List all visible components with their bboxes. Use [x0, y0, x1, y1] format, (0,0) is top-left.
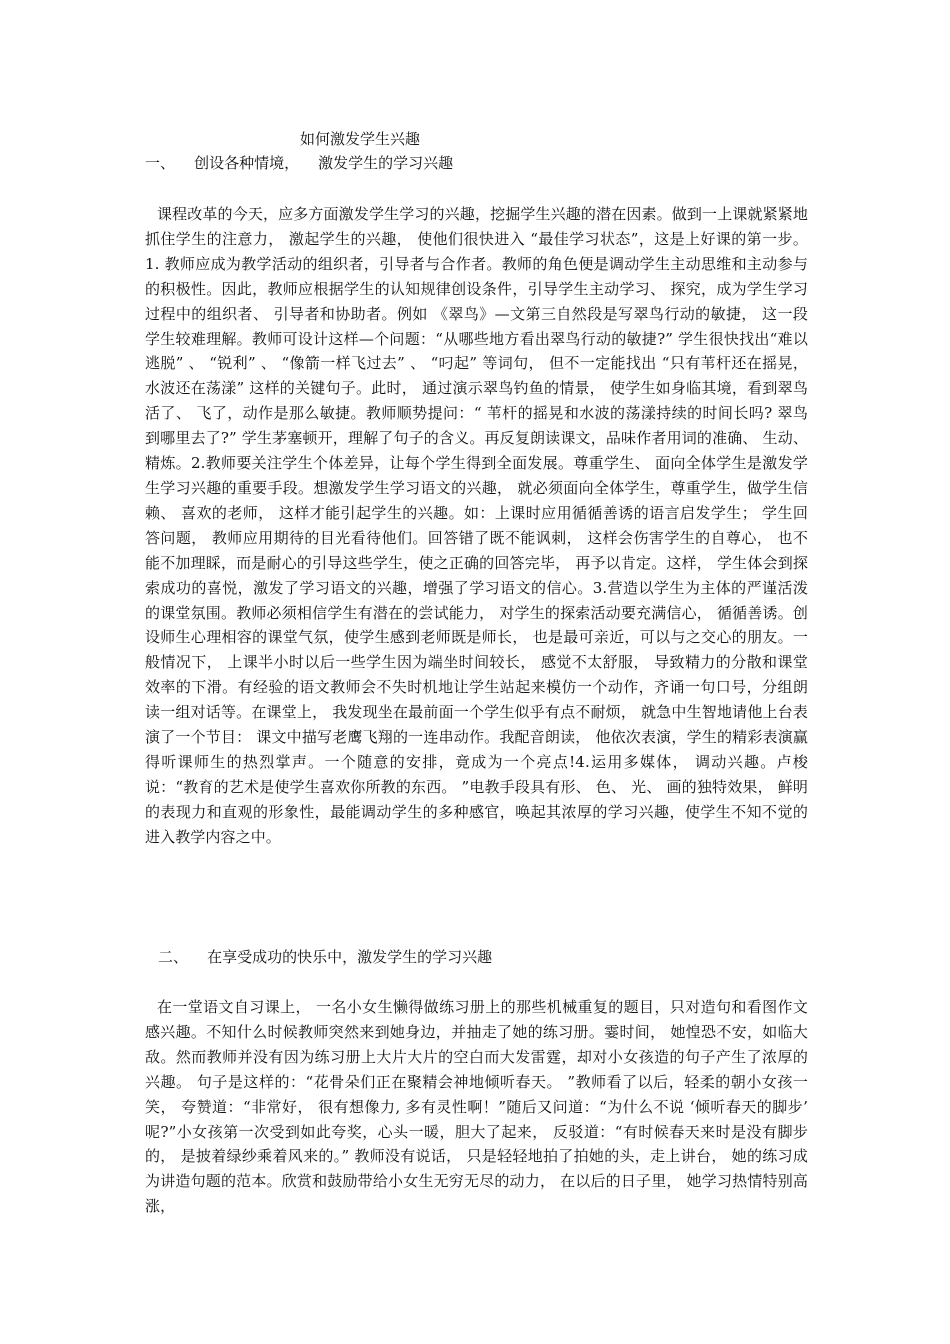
section-body-2: 在一堂语文自习课上， 一名小女生懒得做练习册上的那些机械重复的题目，只对造句和看图作文感兴趣。不知什么时候教师突然来到她身边，并抽走了她的练习册。霎时间， 她惶恐不安，如临大敌。然而教师并没有因为练习册上大片大片的空白而大发雷霆，却对小女孩造的句子产生了浓厚的兴趣。 句子是这样的：“花骨朵们正在聚精会神地倾听春天。 ”教师看了以后，轻柔的朝小女孩一笑， 夸赞道：“非常好， 很有想像力, 多有灵性啊！”随后又问道：“为什么不说 ‘倾听春天的脚步’ 呢?”小女孩第一次受到如此夸奖，心头一暖，胆大了起来， 反驳道：“有时候春天来时是没有脚步的， 是披着绿纱乘着风来的。” 教师没有说话， 只是轻轻地拍了拍她的头，走上讲台， 她的练习成为讲造句题的范本。欣赏和鼓励带给小女生无穷无尽的动力， 在以后的日子里， 她学习热情特别高涨，	[145, 998, 808, 1216]
document-title: 如何激发学生兴趣	[300, 130, 421, 148]
section-body-1: 课程改革的今天，应多方面激发学生学习的兴趣，挖掘学生兴趣的潜在因素。做到一上课就紧紧地抓住学生的注意力， 激起学生的兴趣， 使他们很快进入 “最佳学习状态”，这是上好课的第一步。1. 教师应成为教学活动的组织者，引导者与合作者。教师的角色便是调动学生主动思维和主动参与的积极性。因此，教师应根据学生的认知规律创设条件，引导学生主动学习、 探究，成为学生学习过程中的组织者、 引导者和协助者。例如 《翠鸟》—文第三自然段是写翠鸟行动的敏捷， 这一段学生较难理解。教师可设计这样—个问题：“从哪些地方看出翠鸟行动的敏捷?” 学生很快找出“难以逃脱” 、 “锐利” 、 “像箭一样飞过去” 、 “叼起” 等词句， 但不一定能找出 “只有苇杆还在摇晃，水波还在荡漾” 这样的关键句子。此时， 通过演示翠鸟钓鱼的情景， 使学生如身临其境，看到翠鸟活了、 飞了，动作是那么敏捷。教师顺势提问：“ 苇杆的摇晃和水波的荡漾持续的时间长吗? 翠鸟到哪里去了?” 学生茅塞顿开，理解了句子的含义。再反复朗读课文，品味作者用词的准确、 生动、 精炼。2.教师要关注学生个体差异，让每个学生得到全面发展。尊重学生、 面向全体学生是激发学生学习兴趣的重要手段。想激发学生学习语文的兴趣， 就必须面向全体学生，尊重学生，做学生信赖、 喜欢的老师， 这样才能引起学生的兴趣。如：上课时应用循循善诱的语言启发学生； 学生回答问题， 教师应用期待的目光看待他们。回答错了既不能讽刺， 这样会伤害学生的自尊心， 也不能不加理睬，而是耐心的引导这些学生，使之正确的回答完毕， 再予以肯定。这样， 学生体会到探索成功的喜悦，激发了学习语文的兴趣，增强了学习语文的信心。3.营造以学生为主体的严谨活泼的课堂氛围。教师必须相信学生有潜在的尝试能力， 对学生的探索活动要充满信心， 循循善诱。创设师生心理相容的课堂气氛，使学生感到老师既是师长， 也是最可亲近，可以与之交心的朋友。一般情况下， 上课半小时以后一些学生因为端坐时间较长， 感觉不太舒服， 导致精力的分散和课堂效率的下滑。有经验的语文教师会不失时机地让学生站起来模仿一个动作，齐诵一句口号，分组朗读一组对话等。在课堂上， 我发现坐在最前面一个学生似乎有点不耐烦， 就急中生智地请他上台表演了一个节目： 课文中描写老鹰飞翔的一连串动作。我配音朗读， 他依次表演，学生的精彩表演赢得听课师生的热烈掌声。一个随意的安排，竟成为一个亮点!4.运用多媒体， 调动兴趣。卢梭说：“教育的艺术是使学生喜欢你所教的东西。 ”电教手段具有形、 色、 光、 画的独特效果， 鲜明的表现力和直观的形象性，最能调动学生的多种感官，唤起其浓厚的学习兴趣，使学生不知不觉的进入教学内容之中。	[145, 205, 808, 846]
section-heading-2: 二、 在享受成功的快乐中，激发学生的学习兴趣	[158, 948, 493, 966]
section-heading-1: 一、 创设各种情境， 激发学生的学习兴趣	[145, 154, 454, 172]
